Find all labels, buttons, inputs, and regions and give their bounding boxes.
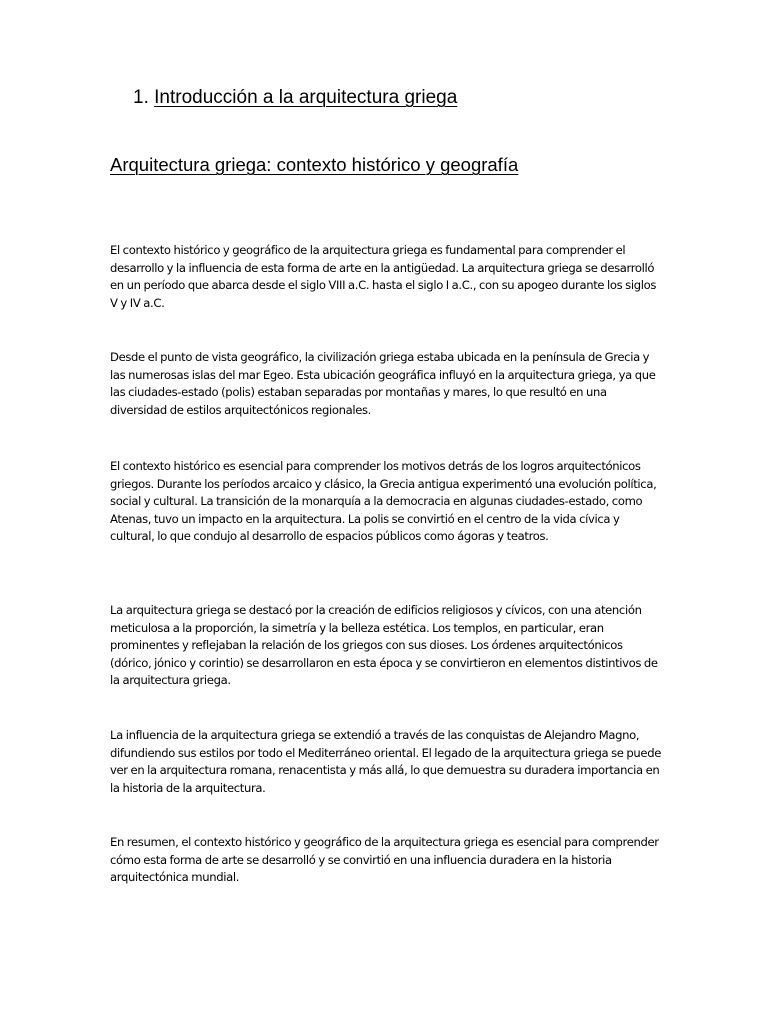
section-number: 1. xyxy=(133,87,149,108)
section-title: Introducción a la arquitectura griega xyxy=(154,87,458,108)
paragraph: La arquitectura griega se destacó por la creación de edificios religiosos y cívicos, con una atención meticulosa a la proporción, la simetría y la belleza estética. Los templos, en particular, eran prominentes y reflejaban la relación de los griegos con sus dioses. Los órdenes arquitectónicos (dórico, jónico y corintio) se desarrollaron en esta época y se convirtieron en elementos distintivos de la arquitectura griega. xyxy=(110,603,658,688)
paragraph: La influencia de la arquitectura griega se extendió a través de las conquistas de Alejandro Magno, difundiendo sus estilos por todo el Mediterráneo oriental. El legado de la arquitectura griega se puede ver en la arquitectura romana, renacentista y más allá, lo que demuestra su duradera importancia en la historia de la arquitectura. xyxy=(110,728,662,795)
document-subtitle: Arquitectura griega: contexto histórico y geografía xyxy=(110,154,519,175)
paragraph: El contexto histórico es esencial para comprender los motivos detrás de los logros arquitectónicos griegos. Durante los períodos arcaico y clásico, la Grecia antigua experimentó una evolución política, social y cultural. La transición de la monarquía a la democracia en algunas ciudades-estado, como Atenas, tuvo un impacto en la arquitectura. La polis se convirtió en el centro de la vida cívica y cultural, lo que condujo al desarrollo de espacios públicos como ágoras y teatros. xyxy=(110,459,657,544)
paragraph: Desde el punto de vista geográfico, la civilización griega estaba ubicada en la península de Grecia y las numerosas islas del mar Egeo. Esta ubicación geográfica influyó en la arquitectura griega, ya que las ciudades-estado (polis) estaban separadas por montañas y mares, lo que resultó en una diversidad de estilos arquitectónicos regionales. xyxy=(110,350,656,417)
paragraph: En resumen, el contexto histórico y geográfico de la arquitectura griega es esencial para comprender cómo esta forma de arte se desarrolló y se convirtió en una influencia duradera en la historia arquitectónica mundial. xyxy=(110,835,659,885)
section-heading xyxy=(133,85,457,111)
paragraph: El contexto histórico y geográfico de la arquitectura griega es fundamental para comprender el desarrollo y la influencia de esta forma de arte en la antigüedad. La arquitectura griega se desarrolló en un período que abarca desde el siglo VIII a.C. hasta el siglo I a.C., con su apogeo durante los siglos V y IV a.C. xyxy=(110,243,657,310)
